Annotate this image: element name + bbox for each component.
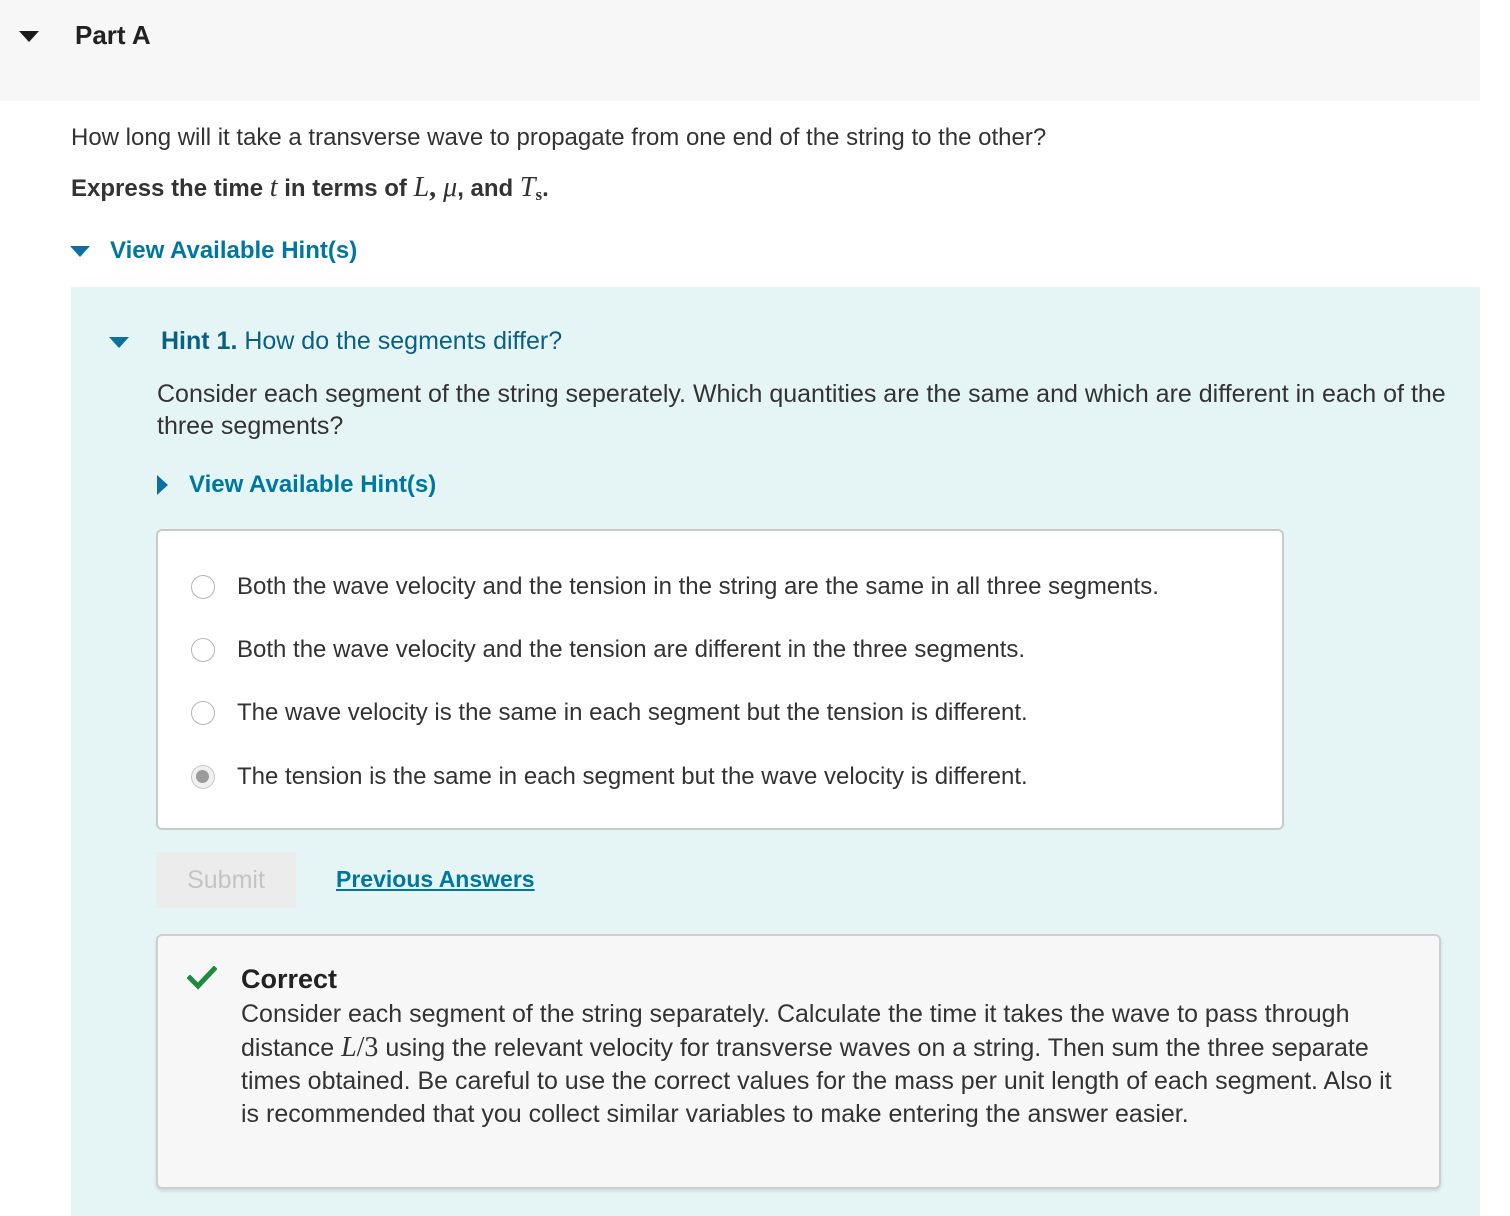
hint-number: Hint 1.	[161, 327, 238, 355]
submit-button[interactable]: Submit	[156, 852, 296, 908]
choice-label[interactable]: The tension is the same in each segment but the wave velocity is different.	[237, 763, 1028, 790]
express-instruction	[71, 172, 549, 205]
radio-button-selected[interactable]	[191, 765, 215, 789]
part-title: Part A	[75, 20, 151, 50]
caret-down-icon[interactable]	[109, 337, 129, 348]
math-var-L: L	[341, 1032, 357, 1063]
feedback-box	[156, 934, 1441, 1189]
express-prefix: Express the time	[71, 175, 270, 202]
feedback-text-part1: Consider each segment of the string separately. Calculate the time it takes the wave to pass through distance	[241, 1000, 1350, 1062]
view-hints-label[interactable]: View Available Hint(s)	[110, 237, 358, 264]
radio-button[interactable]	[191, 701, 215, 725]
choice-option[interactable]	[158, 693, 1278, 733]
checkmark-icon	[187, 966, 217, 990]
caret-down-icon[interactable]	[70, 246, 90, 257]
sub-hints-label[interactable]: View Available Hint(s)	[189, 471, 437, 498]
hint-title-text: How do the segments differ?	[237, 327, 563, 355]
hint-1-body: Consider each segment of the string seperately. Which quantities are the same and which are different in each of the three segments?	[157, 380, 1446, 440]
radio-button[interactable]	[191, 575, 215, 599]
express-mid: in terms of	[277, 175, 414, 202]
math-var-L: L	[413, 172, 430, 203]
choice-option[interactable]	[158, 630, 1278, 670]
hint-1-title[interactable]	[161, 327, 562, 356]
feedback-status: Correct	[241, 964, 338, 994]
part-header[interactable]	[0, 0, 1480, 101]
math-divide-3: /3	[356, 1032, 379, 1063]
feedback-text	[241, 998, 1411, 1131]
previous-answers-link[interactable]: Previous Answers	[336, 866, 535, 892]
choice-label[interactable]: The wave velocity is the same in each segment but the tension is different.	[237, 699, 1028, 726]
caret-down-icon[interactable]	[19, 31, 39, 42]
choices-box	[156, 529, 1284, 830]
express-and: , and	[457, 175, 520, 202]
math-var-t: t	[269, 172, 278, 203]
choice-label[interactable]: Both the wave velocity and the tension in the string are the same in all three segments.	[237, 573, 1159, 600]
math-var-mu: μ	[443, 172, 458, 203]
radio-button[interactable]	[191, 638, 215, 662]
math-sub-s: s	[535, 185, 543, 204]
math-var-T: T	[519, 172, 536, 203]
express-comma: ,	[429, 172, 444, 203]
choice-label[interactable]: Both the wave velocity and the tension are different in the three segments.	[237, 636, 1026, 663]
choice-option[interactable]	[158, 567, 1278, 607]
question-text: How long will it take a transverse wave to propagate from one end of the string to the other?	[71, 124, 1047, 151]
caret-right-icon[interactable]	[157, 475, 168, 495]
express-end: .	[542, 175, 549, 202]
choice-option-selected[interactable]	[158, 757, 1278, 797]
feedback-text-part2: using the relevant velocity for transverse waves on a string. Then sum the three separate times obtained. Be careful to use the correct values for the mass per unit length of each segment. Also it is recommended that you collect similar variables to make entering the answer easier.	[241, 1034, 1392, 1128]
